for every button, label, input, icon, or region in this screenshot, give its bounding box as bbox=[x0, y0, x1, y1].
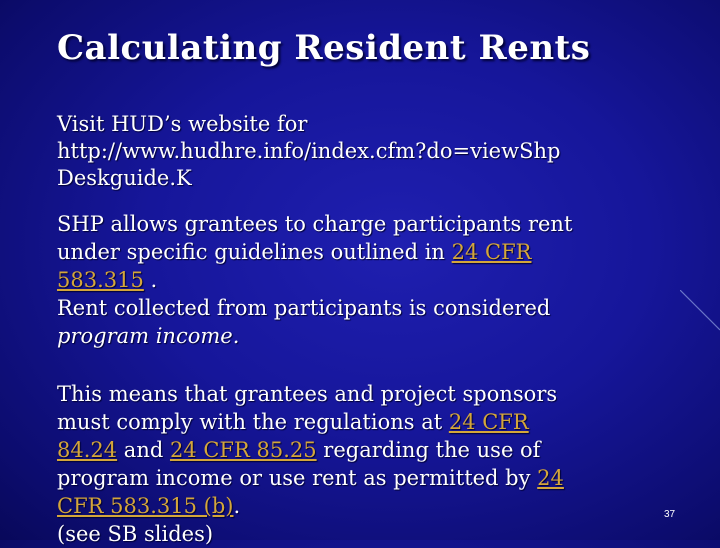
cfr-85-25-link[interactable]: 24 CFR 85.25 bbox=[169, 438, 317, 462]
paragraph-shp-rent bbox=[57, 210, 572, 350]
text-span: . bbox=[143, 268, 158, 292]
text-line bbox=[57, 464, 564, 492]
text-line bbox=[57, 408, 564, 436]
program-income-emphasis: program income. bbox=[57, 324, 240, 348]
cfr-84-24-link-continued[interactable]: 84.24 bbox=[57, 438, 118, 462]
cfr-583-315-link-continued[interactable]: 583.315 bbox=[57, 268, 144, 292]
slide-title: Calculating Resident Rents bbox=[57, 28, 591, 68]
text-span: must comply with the regulations at bbox=[57, 410, 449, 434]
url-text-continued: Deskguide.K bbox=[57, 166, 192, 190]
url-text: http://www.hudhre.info/index.cfm?do=viewShp bbox=[57, 139, 561, 163]
text-line: Rent collected from participants is considered bbox=[57, 296, 551, 320]
text-line bbox=[57, 266, 572, 294]
text-line: SHP allows grantees to charge participants rent bbox=[57, 212, 573, 236]
paragraph-hud-website bbox=[57, 111, 560, 192]
text-span: under specific guidelines outlined in bbox=[57, 240, 452, 264]
text-line bbox=[57, 492, 564, 520]
paragraph-compliance bbox=[57, 380, 564, 548]
decorative-swoosh bbox=[680, 290, 720, 350]
text-line: Visit HUD’s website for bbox=[57, 112, 308, 136]
text-line: This means that grantees and project sponsors bbox=[57, 382, 558, 406]
page-number: 37 bbox=[664, 509, 676, 520]
text-span: regarding the use of bbox=[316, 438, 541, 462]
cfr-583-315-link[interactable]: 24 CFR bbox=[451, 240, 532, 264]
text-line bbox=[57, 322, 572, 350]
text-line bbox=[57, 238, 572, 266]
text-span: program income or use rent as permitted by bbox=[57, 466, 538, 490]
text-span: . bbox=[233, 494, 241, 518]
text-line bbox=[57, 436, 564, 464]
cfr-583-315-b-link[interactable]: 24 bbox=[537, 466, 564, 490]
cfr-583-315-b-link-continued[interactable]: CFR 583.315 (b) bbox=[57, 494, 234, 518]
text-line: (see SB slides) bbox=[57, 522, 214, 546]
cfr-84-24-link[interactable]: 24 CFR bbox=[448, 410, 529, 434]
text-span: and bbox=[117, 438, 170, 462]
